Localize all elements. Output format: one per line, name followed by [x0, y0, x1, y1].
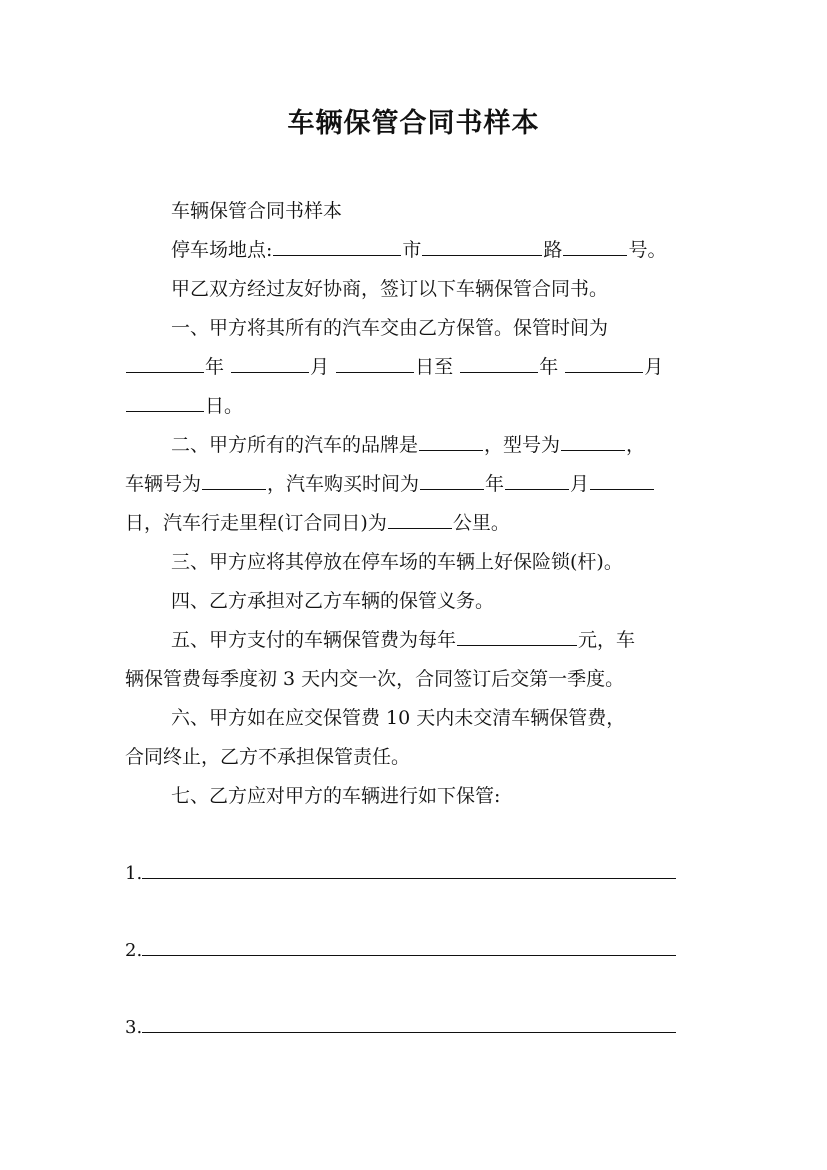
fee-suffix: 元，车 — [578, 629, 636, 651]
clause-1-line-3 — [125, 385, 717, 427]
year-label: 年 — [205, 356, 225, 378]
purchase-year-blank — [420, 488, 484, 490]
clause-1-line-2 — [125, 346, 717, 388]
city-suffix: 市 — [402, 239, 422, 261]
location-label: 停车场地点: — [171, 239, 273, 261]
clause-4: 四、乙方承担对乙方车辆的保管义务。 — [171, 590, 495, 612]
start-day-blank — [336, 371, 414, 373]
city-blank — [273, 254, 401, 256]
day-to-label: 日至 — [415, 356, 454, 378]
item-number: 3. — [125, 1017, 143, 1038]
clause-6-line-2: 合同终止，乙方不承担保管责任。 — [125, 746, 411, 768]
plate-label: 车辆号为 — [125, 473, 202, 495]
end-month-blank — [565, 371, 643, 373]
intro-paragraph: 甲乙双方经过友好协商，签订以下车辆保管合同书。 — [171, 278, 609, 300]
document-title: 车辆保管合同书样本 — [287, 108, 540, 139]
brand-blank — [419, 449, 483, 451]
clause-5-line-2: 辆保管费每季度初 3 天内交一次，合同签订后交第一季度。 — [125, 668, 625, 690]
start-month-blank — [231, 371, 309, 373]
fee-label: 五、甲方支付的车辆保管费为每年 — [171, 629, 457, 651]
end-day-blank — [126, 410, 204, 412]
clause-2-line-1 — [171, 424, 717, 466]
start-year-blank — [126, 371, 204, 373]
day-end-label: 日。 — [205, 395, 244, 417]
list-item — [125, 1014, 676, 1042]
month-label: 月 — [310, 356, 330, 378]
purchase-year-label: 年 — [485, 473, 505, 495]
item-number: 1. — [125, 863, 143, 884]
month-label-2: 月 — [644, 356, 664, 378]
list-item — [125, 937, 676, 965]
clause-5-line-1 — [171, 619, 717, 661]
road-blank — [422, 254, 542, 256]
list-item — [125, 860, 676, 888]
model-label: ，型号为 — [484, 434, 561, 456]
model-blank — [561, 449, 625, 451]
purchase-month-blank — [505, 488, 569, 490]
plate-blank — [202, 488, 266, 490]
year-label-2: 年 — [539, 356, 559, 378]
km-label: 公里。 — [452, 512, 510, 534]
purchase-label: ，汽车购买时间为 — [267, 473, 420, 495]
clause-3: 三、甲方应将其停放在停车场的车辆上好保险锁(杆)。 — [171, 551, 623, 573]
road-suffix: 路 — [543, 239, 563, 261]
number-suffix: 号。 — [628, 239, 667, 261]
purchase-month-label: 月 — [570, 473, 590, 495]
brand-label: 二、甲方所有的汽车的品牌是 — [171, 434, 419, 456]
purchase-day-blank — [590, 488, 654, 490]
fee-blank — [457, 644, 577, 646]
clause-7: 七、乙方应对甲方的车辆进行如下保管: — [171, 785, 501, 807]
clause-1-line-1: 一、甲方将其所有的汽车交由乙方保管。保管时间为 — [171, 317, 609, 339]
clause-2-line-2 — [125, 463, 717, 505]
item-blank-line — [142, 954, 676, 956]
item-number: 2. — [125, 940, 143, 961]
clause-6-line-1: 六、甲方如在应交保管费 10 天内未交清车辆保管费， — [171, 707, 626, 729]
subtitle: 车辆保管合同书样本 — [171, 200, 343, 222]
end-year-blank — [460, 371, 538, 373]
mileage-label: 日，汽车行走里程(订合同日)为 — [125, 512, 387, 534]
item-blank-line — [142, 877, 676, 879]
number-blank — [563, 254, 627, 256]
clause-2-line-3 — [125, 502, 717, 544]
item-blank-line — [142, 1031, 676, 1033]
mileage-blank — [388, 527, 452, 529]
parking-location-line — [171, 229, 717, 271]
comma: ， — [626, 434, 646, 456]
